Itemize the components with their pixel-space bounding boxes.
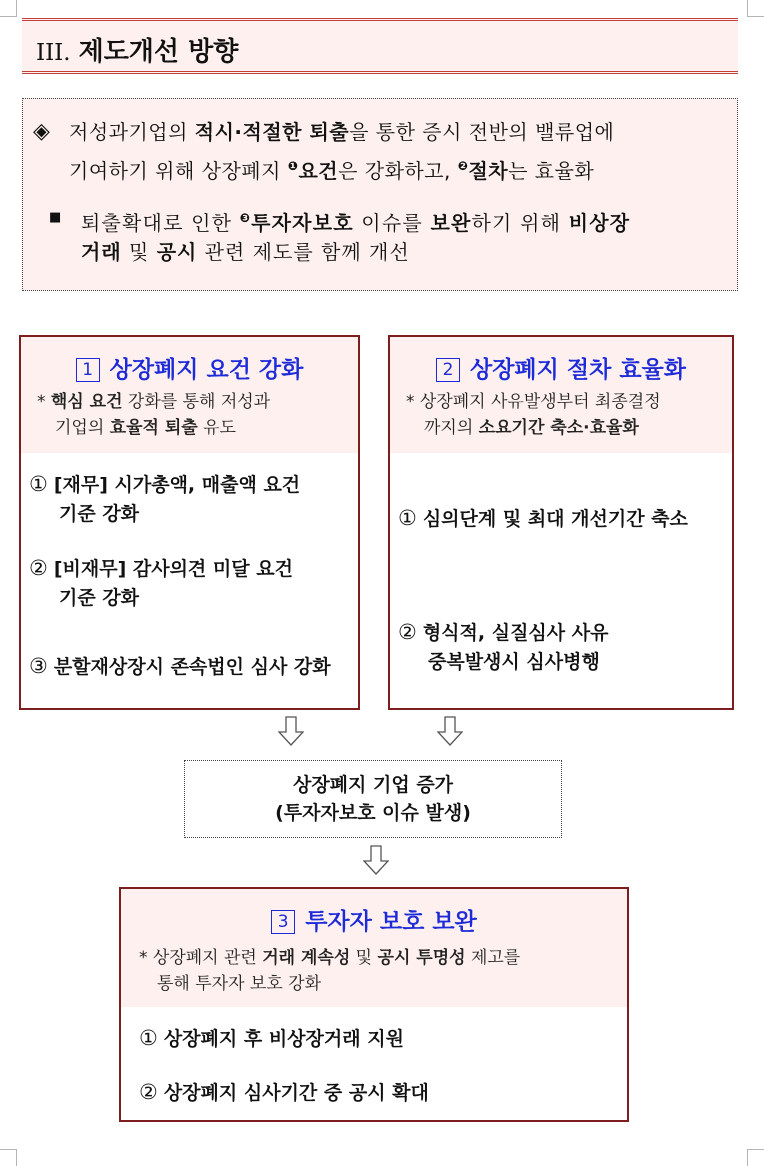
item-marker: ①: [398, 506, 417, 530]
list-item: [29, 553, 293, 584]
list-item: [29, 469, 300, 500]
text-run: 기여하기 위해 상장폐지: [69, 159, 288, 183]
number-square-icon: 1: [76, 358, 100, 382]
superscript-number: ❸: [239, 211, 252, 225]
list-item: [398, 617, 608, 648]
item-text: 심의단계 및 최대 개선기간 축소: [422, 508, 688, 530]
summary-line-2: [69, 149, 594, 188]
list-item-continued: 기준 강화: [59, 587, 140, 609]
number-square-icon: 2: [436, 358, 460, 382]
item-marker: ①: [139, 1026, 158, 1050]
text-run: 관련 제도를 함께 개선: [197, 240, 410, 264]
text-run: 저성과기업의: [69, 120, 195, 144]
text-run: 은 강화하고,: [338, 159, 458, 183]
text-run: *: [37, 392, 51, 412]
down-arrow-icon: [363, 845, 389, 875]
bold-text-run: 절차: [468, 159, 509, 183]
list-item-continued: 중복발생시 심사병행: [428, 651, 600, 673]
text-run: 퇴출확대로 인한: [81, 211, 240, 235]
box-note-line-1: [37, 389, 270, 415]
item-text: 상장폐지 후 비상장거래 지원: [163, 1028, 404, 1050]
item-text: 분할재상장시 존속법인 심사 강화: [53, 656, 331, 678]
text-run: 는 효율화: [508, 159, 595, 183]
outcome-box: [184, 760, 562, 838]
box-note-line-2: [55, 415, 236, 441]
outcome-line-2: (투자자보호 이슈 발생): [275, 802, 471, 824]
item-text: 상장폐지 심사기간 중 공시 확대: [163, 1082, 429, 1104]
box-title-text: 투자자 보호 보완: [305, 909, 477, 935]
down-arrow-icon: [278, 716, 304, 746]
bold-text-run: 투자자보호: [251, 211, 354, 235]
bold-text-run: 적시·적절한 퇴출: [194, 120, 350, 144]
box-title: [21, 351, 358, 384]
box-header: [390, 337, 732, 453]
text-run: * 상장폐지 관련: [139, 948, 263, 968]
section-title-band: [22, 18, 738, 74]
diamond-bullet-icon: ◈: [33, 119, 50, 144]
box-note-line-1: [406, 389, 661, 415]
bold-text-run: 보완: [430, 211, 472, 235]
box-header: [21, 337, 358, 453]
box-note-line-1: [139, 945, 520, 971]
item-marker: ③: [29, 654, 48, 678]
summary-line-1: [69, 115, 614, 149]
bold-text-run: 비상장: [568, 211, 631, 235]
outcome-line-1: 상장폐지 기업 증가: [292, 774, 454, 796]
text-run: 강화를 통해 저성과: [122, 392, 271, 412]
list-item: [398, 503, 688, 534]
page-corner-mark: [0, 0, 17, 17]
reform-box-investor-protection: [119, 887, 629, 1122]
text-run: 기업의: [55, 418, 110, 438]
text-run: 통해 투자자 보호 강화: [157, 974, 322, 994]
text-run: 을 통한 증시 전반의 밸류업에: [349, 120, 615, 144]
text-run: 까지의: [424, 418, 479, 438]
section-title-text: 제도개선 방향: [78, 37, 239, 67]
page-corner-mark: [0, 1149, 17, 1166]
list-item: [29, 651, 331, 682]
bold-text-run: 공시: [156, 240, 198, 264]
bold-text-run: 효율적 퇴출: [109, 418, 198, 438]
item-marker: ②: [139, 1080, 158, 1104]
list-item: [139, 1077, 429, 1108]
item-marker: ②: [29, 556, 48, 580]
section-number: III.: [36, 40, 71, 66]
text-run: * 상장폐지 사유발생부터 최종결정: [406, 392, 661, 412]
reform-box-procedure: [388, 335, 734, 710]
page-corner-mark: [747, 0, 764, 17]
list-item-continued: 기준 강화: [59, 503, 140, 525]
bold-text-run: 요건: [298, 159, 339, 183]
item-text: 형식적, 실질심사 사유: [422, 622, 609, 644]
box-title: [121, 903, 627, 936]
bold-text-run: 공시 투명성: [377, 948, 466, 968]
text-run: 하기 위해: [471, 211, 569, 235]
item-marker: ①: [29, 472, 48, 496]
summary-box: [22, 98, 738, 291]
superscript-number: ❷: [457, 159, 469, 173]
text-run: 및: [350, 948, 378, 968]
down-arrow-icon: [437, 716, 463, 746]
box-title-text: 상장폐지 요건 강화: [109, 357, 304, 383]
item-text: [재무] 시가총액, 매출액 요건: [53, 474, 301, 496]
section-title: [36, 31, 238, 68]
bold-text-run: 핵심 요건: [50, 392, 123, 412]
text-run: 이슈를: [353, 211, 431, 235]
box-note-line-2: [157, 971, 321, 997]
reform-box-requirements: [19, 335, 360, 710]
text-run: 및: [121, 240, 157, 264]
text-run: 유도: [197, 418, 236, 438]
box-header: [121, 889, 627, 1007]
bold-text-run: 거래: [81, 240, 122, 264]
box-title: [390, 351, 732, 384]
superscript-number: ❶: [287, 159, 299, 173]
bold-text-run: 거래 계속성: [262, 948, 351, 968]
text-run: 제고를: [465, 948, 521, 968]
square-bullet-icon: ■: [49, 210, 62, 225]
page-corner-mark: [747, 1149, 764, 1166]
summary-line-4: [81, 235, 410, 269]
list-item: [139, 1023, 404, 1054]
bold-text-run: 소요기간 축소·효율화: [478, 418, 639, 438]
box-title-text: 상장폐지 절차 효율화: [470, 357, 686, 383]
item-text: [비재무] 감사의견 미달 요건: [53, 558, 293, 580]
box-note-line-2: [424, 415, 639, 441]
item-marker: ②: [398, 620, 417, 644]
number-square-icon: 3: [271, 910, 295, 934]
